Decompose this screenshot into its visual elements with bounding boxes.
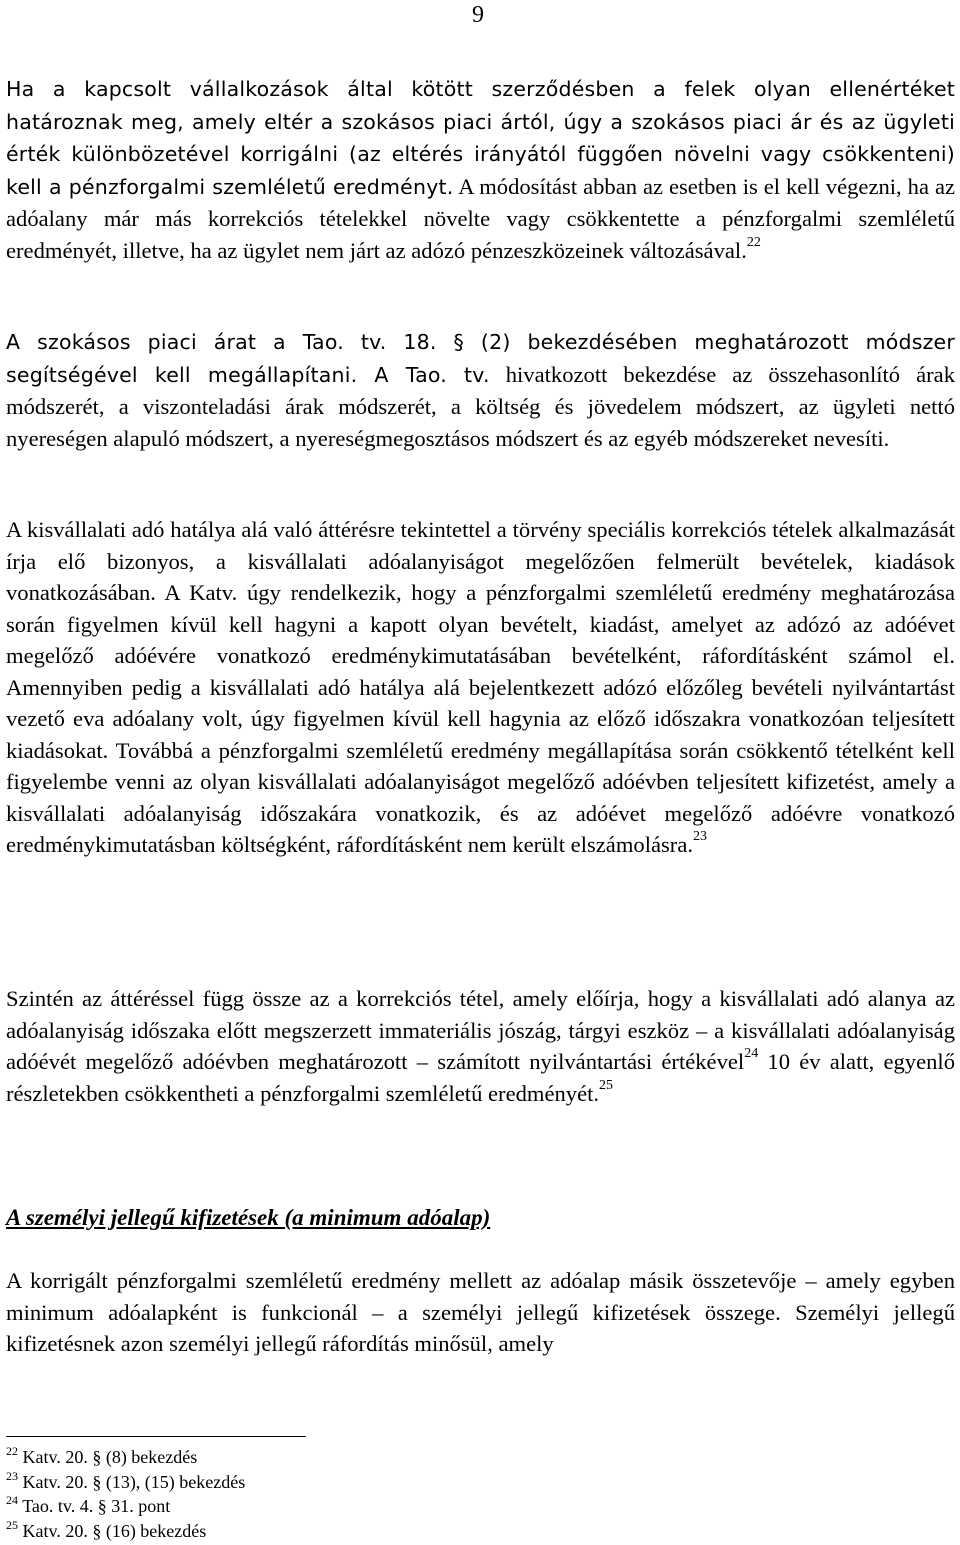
page-number: 9 [472,2,484,28]
footnote-separator [6,1436,306,1437]
footnote-23 [6,1470,245,1495]
footnotes [6,1445,245,1543]
footnote-text: Tao. tv. 4. § 31. pont [22,1496,171,1516]
paragraph-arm-length-adjustment [6,73,955,266]
footnote-ref-24: 24 [744,1046,759,1061]
footnote-number: 25 [6,1517,18,1532]
paragraph-text-sans: Ha a kapcsolt vállalkozások által kötött szerződésben a felek olyan ellenértéket határoznak meg, amely eltér a szokásos piaci ártól, úgy a szokásos piaci ár és az ügyleti érték különbözetével korrigálni (az eltérés irányától függően növelni vagy csökkenteni) kell a pénzforgalmi szemléletű eredményt. [6,77,955,199]
paragraph-text: A kisvállalati adó hatálya alá való áttérésre tekintettel a törvény speciális korrekciós tételek alkalmazását írja elő bizonyos, a kisvállalati adóalanyiságot megelőzően felmerült bevételek, kiadások vonatkozásában. A Katv. úgy rendelkezik, hogy a pénzforgalmi szemléletű eredmény meghatározása során figyelmen kívül kell hagyni a kapott olyan bevételt, kiadást, amelyet az adózó az adóévet megelőző adóévére vonatkozó eredménykimutatásában bevételként, ráfordításként számol el. Amennyiben pedig a kisvállalati adó hatálya alá bejelentkezett adózó előzőleg bevételi nyilvántartást vezető eva adóalany volt, úgy figyelmen kívül kell hagynia az előző időszakra vonatkozóan teljesített kiadásokat. Továbbá a pénzforgalmi szemléletű eredmény megállapítása során csökkentő tételként kell figyelembe venni az olyan kisvállalati adóalanyiságot megelőző adóévben teljesített kifizetést, amely a kisvállalati adóalanyiság időszakára vonatkozik, és az adóévet megelőző adóévre vonatkozó eredménykimutatásban költségként, ráfordításként nem került elszámolásra. [6,517,955,857]
section-heading: A személyi jellegű kifizetések (a minimum adóalap) [6,1205,491,1230]
footnote-number: 22 [6,1444,18,1458]
footnote-24 [6,1494,245,1519]
footnote-ref-23: 23 [693,829,707,844]
paragraph-text: A módosítást abban az esetben is el kell végezni, ha az adóalany már más korrekciós tételekkel növelte vagy csökkentette a pénzforgalmi szemléletű eredményét, illetve, ha az ügylet nem járt az adózó pénzeszközeinek változásával. [6,173,955,263]
paragraph-transition-corrections [6,514,955,861]
paragraph-text-continued: 10 év alatt, egyenlő részletekben csökkentheti a pénzforgalmi szemléletű eredményét. [6,1049,955,1106]
footnote-text: Katv. 20. § (8) bekezdés [22,1447,198,1467]
paragraph-text: hivatkozott bekezdése az összehasonlító árak módszerét, a viszonteladási árak módszerét, a költség és jövedelem módszert, az ügyleti nettó nyereségen alapuló módszert, a nyereségmegosztásos módszert és az egyéb módszereket nevesíti. [6,361,955,451]
footnote-ref-25: 25 [599,1077,614,1093]
footnote-text: Katv. 20. § (16) bekezdés [22,1520,207,1541]
footnote-number: 24 [6,1493,18,1507]
paragraph-text-sans: A szokásos piaci árat a Tao. tv. 18. § (2) bekezdésében meghatározott módszer segítségével kell megállapítani. A Tao. tv. [6,330,955,387]
footnote-text: Katv. 20. § (13), (15) bekezdés [22,1471,246,1492]
paragraph-text: Szintén az áttéréssel függ össze az a korrekciós tétel, amely előírja, hogy a kisvállalati adó alanya az adóalanyiság időszaka előtt megszerzett immateriális jószág, tárgyi eszköz – a kisvállalati adóalanyiság adóévét megelőző adóévben meghatározott – számított nyilvántartási értékével [6,986,955,1074]
footnote-ref-22: 22 [746,234,761,250]
footnote-22 [6,1445,245,1470]
paragraph-intangible-assets [6,983,955,1109]
paragraph-personal-payments [6,1265,955,1360]
footnote-number: 23 [6,1468,18,1483]
paragraph-text: A korrigált pénzforgalmi szemléletű eredmény mellett az adóalap másik összetevője – amely egyben minimum adóalapként is funkcionál – a személyi jellegű kifizetések összege. Személyi jellegű kifizetésnek azon személyi jellegű ráfordítás minősül, amely [6,1268,955,1356]
paragraph-market-price-method [6,326,955,454]
footnote-25 [6,1519,245,1544]
